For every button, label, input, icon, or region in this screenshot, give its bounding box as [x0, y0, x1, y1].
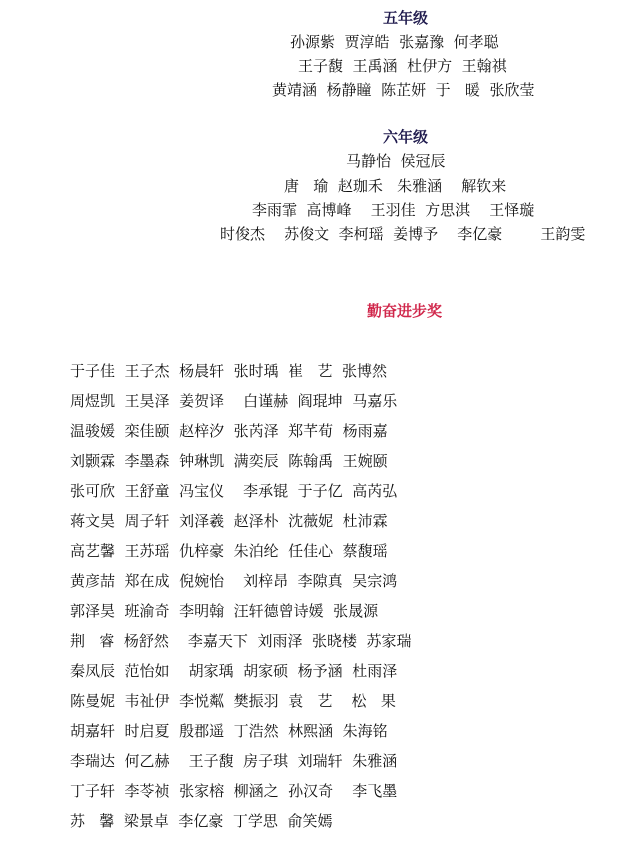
award-line: 荆 睿 杨舒然 李嘉天下 刘雨泽 张晓楼 苏家瑞	[70, 632, 412, 650]
award-line: 丁子轩 李苓祯 张家榕 柳涵之 孙汉奇 李飞墨	[70, 782, 398, 800]
grade5-line-1: 孙源紫 贾淳皓 张嘉豫 何孝聪	[290, 33, 499, 51]
grade6-line-1: 马静怡 侯冠辰	[346, 152, 446, 170]
grade5-line-3: 黄靖涵 杨静瞳 陈芷妍 于 暖 张欣莹	[272, 81, 535, 99]
award-line: 胡嘉轩 时启夏 殷郡遥 丁浩然 林熙涵 朱海铭	[70, 722, 388, 740]
grade6-line-3: 李雨霏 高博峰 王羽佳 方思淇 王怿璇	[252, 201, 535, 219]
award-line: 苏 馨 梁景卓 李亿豪 丁学思 俞笑嫣	[70, 812, 333, 830]
award-line: 张可欣 王舒童 冯宝仪 李承锟 于子亿 高芮弘	[70, 482, 398, 500]
grade6-line-4: 时俊杰 苏俊文 李柯瑶 姜博予 李亿豪 王韵雯	[220, 225, 586, 243]
award-line: 黄彦喆 郑在成 倪婉怡 刘梓昂 李隙真 吴宗鸿	[70, 572, 398, 590]
award-title: 勤奋进步奖	[367, 302, 443, 320]
grade5-heading: 五年级	[383, 9, 429, 27]
award-line: 高艺馨 王苏瑶 仇梓豪 朱泊纶 任佳心 蔡馥瑶	[70, 542, 388, 560]
grade6-line-2: 唐 瑜 赵珈禾 朱雅涵 解钦来	[284, 177, 507, 195]
grade6-heading: 六年级	[383, 128, 429, 146]
award-line: 于子佳 王子杰 杨晨轩 张时瑀 崔 艺 张博然	[70, 362, 387, 380]
award-line: 蒋文昊 周子轩 刘泽羲 赵泽朴 沈薇妮 杜沛霖	[70, 512, 388, 530]
award-line: 秦凤辰 范怡如 胡家瑀 胡家硕 杨予涵 杜雨泽	[70, 662, 398, 680]
award-line: 温骏媛 栾佳颐 赵梓汐 张芮泽 郑芊荀 杨雨嘉	[70, 422, 388, 440]
award-line: 刘颢霖 李墨森 钟琳凯 满奕辰 陈翰禹 王婉颐	[70, 452, 388, 470]
award-line: 李瑞达 何乙赫 王子馥 房子琪 刘瑞轩 朱雅涵	[70, 752, 398, 770]
grade5-line-2: 王子馥 王禹涵 杜伊方 王翰祺	[298, 57, 507, 75]
award-line: 周煜凯 王昊泽 姜贺译 白谨赫 阎琨坤 马嘉乐	[70, 392, 398, 410]
award-line: 陈曼妮 韦祉伊 李悦粼 樊振羽 袁 艺 松 果	[70, 692, 396, 710]
award-line: 郭泽昊 班渝奇 李明翰 汪轩德曾诗媛 张晟源	[70, 602, 379, 620]
